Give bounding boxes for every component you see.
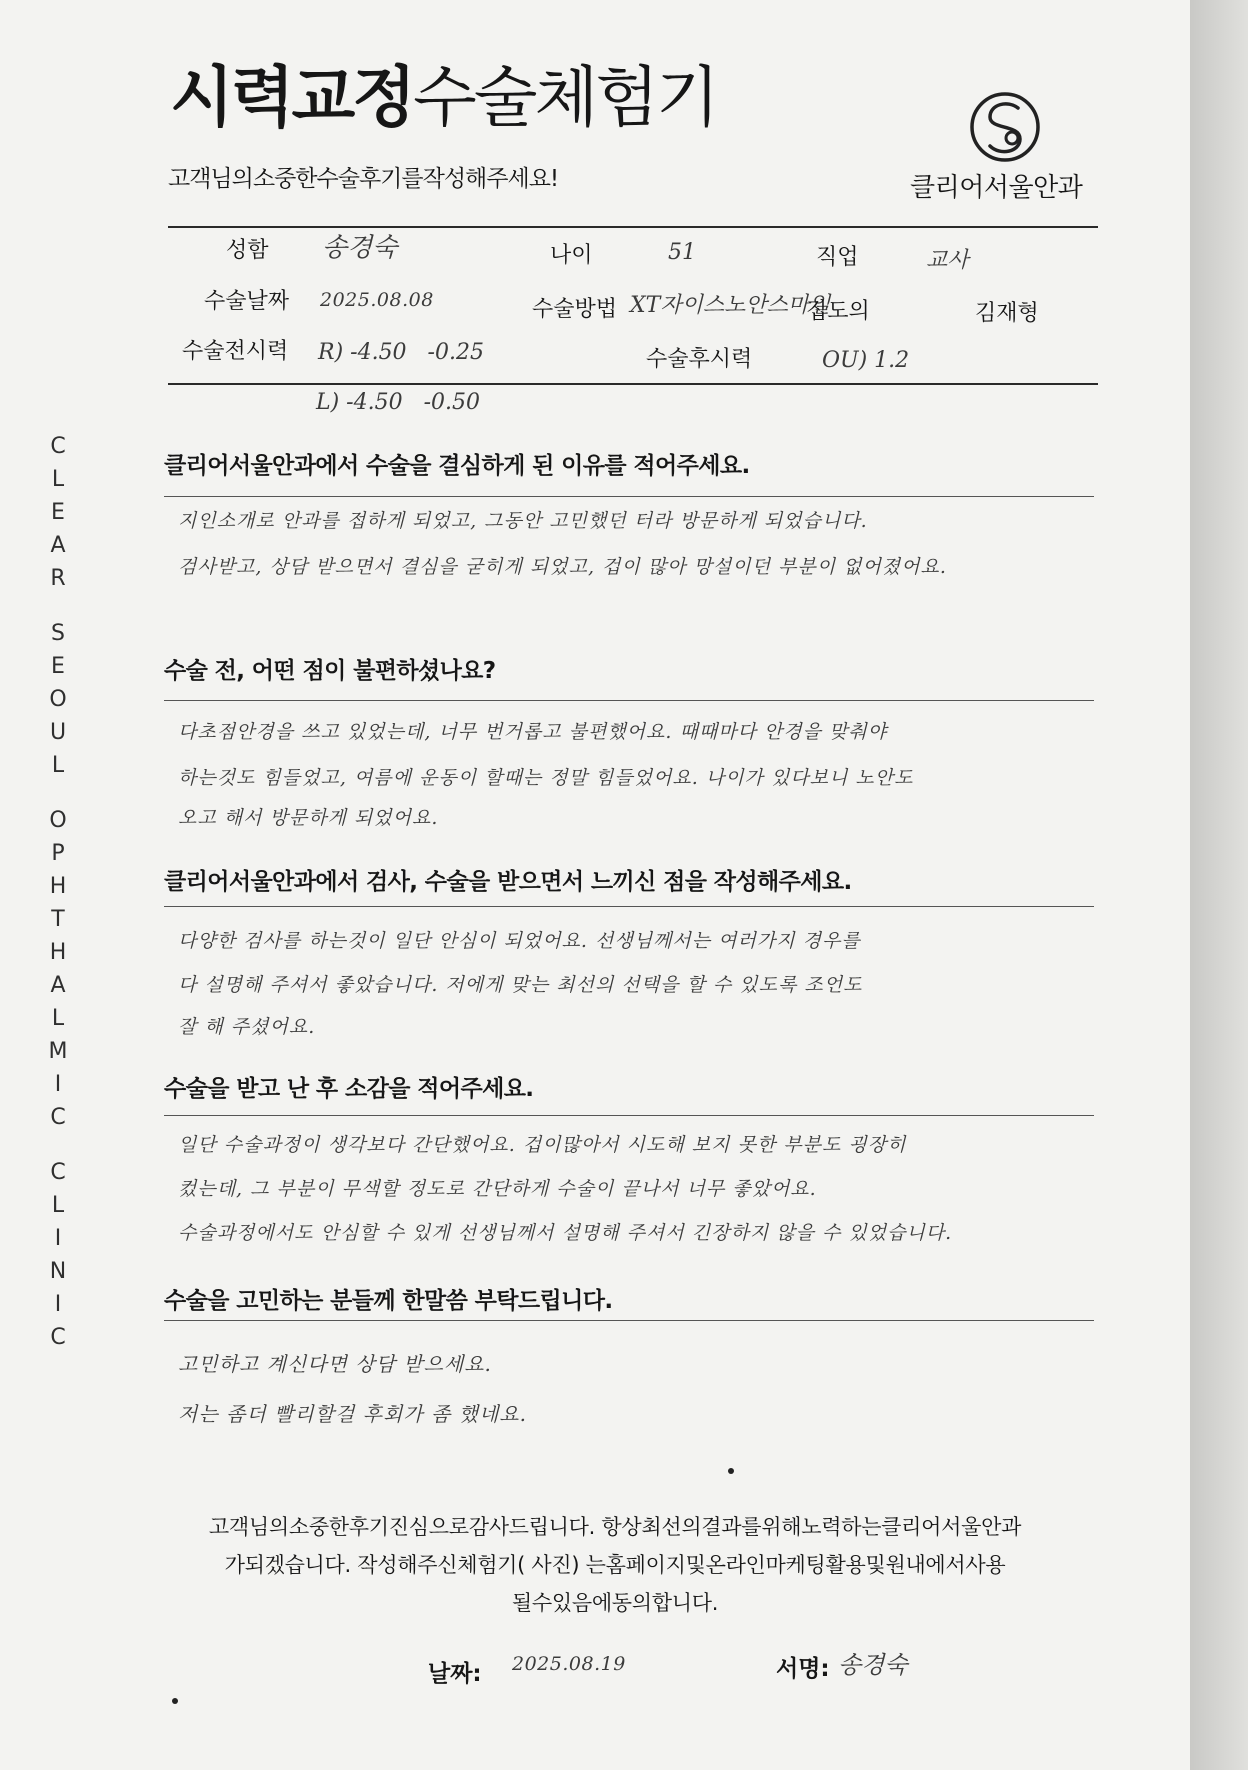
paper-edge-shadow [1190,0,1248,1770]
doctor-label: 집도의 [806,299,870,324]
side-letter: I [54,1072,62,1097]
side-letter: C [50,434,66,459]
consent-line: 될수있음에동의합니다. [511,1591,719,1615]
section-divider [164,1115,1094,1116]
handwritten-answer-line: 컸는데, 그 부분이 무색할 정도로 간단하게 수술이 끝나서 너무 좋았어요. [178,1178,817,1200]
side-letter: E [51,654,65,679]
job-label: 직업 [816,245,859,270]
side-letter: M [48,1039,68,1064]
section-divider [164,1320,1094,1321]
method-label: 수술방법 [532,297,618,322]
handwritten-answer-line: 다초점안경을 쓰고 있었는데, 너무 번거롭고 불편했어요. 때때마다 안경을 맞춰야 [178,721,888,743]
post-vision-label: 수술후시력 [646,347,753,372]
header-divider [168,226,1098,228]
side-letter: R [50,566,66,591]
clinic-name: 클리어서울안과 [910,173,1083,203]
doctor-value: 김재형 [975,301,1039,326]
pre-vision-label: 수술전시력 [182,339,289,364]
side-letter: O [49,687,67,712]
side-letter: P [51,841,65,866]
side-letter: L [51,753,65,778]
date-value: 2025.08.08 [320,289,434,311]
section-title: 수술을 받고 난 후 소감을 적어주세요. [164,1076,534,1102]
section-divider [164,496,1094,497]
side-letter: O [49,808,67,833]
handwritten-answer-line: 고민하고 계신다면 상담 받으세요. [178,1352,492,1376]
section-divider [164,700,1094,701]
side-letter: T [51,907,65,932]
handwritten-answer-line: 하는것도 힘들었고, 여름에 운동이 할때는 정말 힘들었어요. 나이가 있다보니 노안도 [178,767,914,789]
side-letter: E [51,500,65,525]
age-label: 나이 [550,243,593,268]
page-title: 시력교정수술체험기 [170,59,717,136]
method-value: XT자이스노안스마일 [630,293,831,318]
mark-dot [172,1698,178,1704]
side-letter: A [50,533,66,558]
side-letter: C [50,1105,66,1130]
signature-value: 송경숙 [838,1651,908,1679]
consent-text [150,1508,1080,1622]
side-letter: U [49,720,67,745]
info-divider [168,383,1098,385]
side-letter: L [51,1006,65,1031]
job-value: 교사 [926,248,969,273]
signature-label: 서명: [776,1656,830,1682]
handwritten-answer-line: 잘 해 주셨어요. [178,1016,316,1038]
footer-date-value: 2025.08.19 [512,1653,626,1675]
handwritten-answer-line: 다 설명해 주셔서 좋았습니다. 저에게 맞는 최선의 선택을 할 수 있도록 조언도 [178,974,863,996]
section-title: 클리어서울안과에서 수술을 결심하게 된 이유를 적어주세요. [164,453,750,479]
section-title: 수술 전, 어떤 점이 불편하셨나요? [164,658,496,684]
page-subtitle: 고객님의소중한수술후기를작성해주세요! [168,166,559,192]
post-vision-value: OU) 1.2 [822,348,910,373]
mark-dot [728,1468,734,1474]
age-value: 51 [668,240,696,265]
side-letter: I [54,1226,62,1251]
side-letter: H [49,940,67,965]
handwritten-answer-line: 저는 좀더 빨리할걸 후회가 좀 했네요. [178,1402,527,1426]
footer-date-label: 날짜: [428,1661,482,1687]
section-title: 수술을 고민하는 분들께 한말씀 부탁드립니다. [164,1288,613,1314]
side-letter: N [49,1259,67,1284]
side-letter: C [50,1160,66,1185]
consent-line: 가되겠습니다. 작성해주신체험기( 사진) 는홈페이지및온라인마케팅활용및원내에서사용 [224,1553,1006,1577]
pre-vision-left: L) -4.50 -0.50 [316,390,481,415]
handwritten-answer-line: 지인소개로 안과를 접하게 되었고, 그동안 고민했던 터라 방문하게 되었습니다. [178,510,868,532]
consent-line: 고객님의소중한후기진심으로감사드립니다. 항상최선의결과를위해노력하는클리어서울안과 [208,1515,1022,1539]
pre-vision-right: R) -4.50 -0.25 [318,340,484,365]
side-letter [38,595,78,617]
side-vertical-text [38,430,78,1354]
handwritten-answer-line: 수술과정에서도 안심할 수 있게 선생님께서 설명해 주셔서 긴장하지 않을 수 있었습니다. [178,1222,953,1244]
section-divider [164,906,1094,907]
side-letter: C [50,1325,66,1350]
side-letter: H [49,874,67,899]
handwritten-answer-line: 일단 수술과정이 생각보다 간단했어요. 겁이많아서 시도해 보지 못한 부분도 굉장히 [178,1134,907,1156]
side-letter: I [54,1292,62,1317]
clinic-logo-icon [968,90,1042,164]
handwritten-answer-line: 검사받고, 상담 받으면서 결심을 굳히게 되었고, 겁이 많아 망설이던 부분이 없어졌어요. [178,556,947,578]
name-value: 송경숙 [322,233,398,263]
side-letter: S [51,621,65,646]
side-letter: L [51,467,65,492]
name-label: 성함 [226,238,269,263]
handwritten-answer-line: 오고 해서 방문하게 되었어요. [178,807,439,829]
side-letter [38,782,78,804]
handwritten-answer-line: 다양한 검사를 하는것이 일단 안심이 되었어요. 선생님께서는 여러가지 경우를 [178,930,861,952]
side-letter: L [51,1193,65,1218]
side-letter: A [50,973,66,998]
section-title: 클리어서울안과에서 검사, 수술을 받으면서 느끼신 점을 작성해주세요. [164,869,852,895]
date-label: 수술날짜 [204,289,290,314]
side-letter [38,1134,78,1156]
